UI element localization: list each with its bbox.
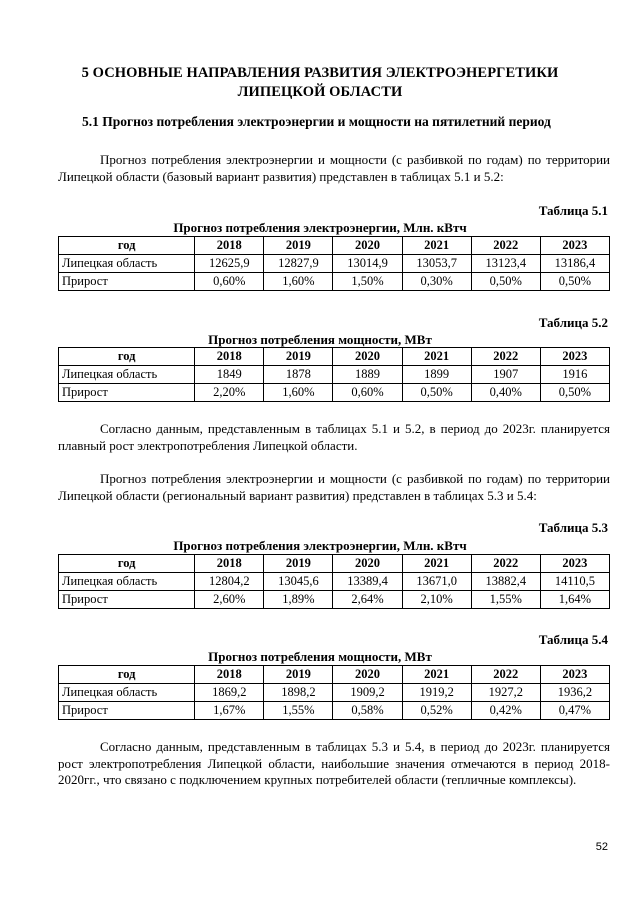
table-cell: 0,58% (333, 702, 402, 720)
table-cell: 12827,9 (264, 255, 333, 273)
table-cell: 13045,6 (264, 573, 333, 591)
table-5-3 (58, 554, 610, 609)
table-title: Прогноз потребления электроэнергии, Млн. кВтч (173, 538, 467, 553)
table-cell: 1869,2 (195, 684, 264, 702)
table-cell: 13053,7 (402, 255, 471, 273)
table-cell: 0,52% (402, 702, 471, 720)
table-row (59, 255, 610, 273)
header-cell: 2020 (333, 348, 402, 366)
header-cell: 2021 (402, 555, 471, 573)
paragraph-text: Прогноз потребления электроэнергии и мощности (с разбивкой по годам) по территории Липецкой области (базовый вариант развития) представлен в таблицах 5.1 и 5.2: (58, 152, 610, 184)
table-cell: 1849 (195, 366, 264, 384)
table-row (59, 684, 610, 702)
table-cell: 0,47% (540, 702, 609, 720)
row-label: Прирост (59, 384, 195, 402)
table-cell: 0,30% (402, 273, 471, 291)
table-row (59, 384, 610, 402)
table-cell: 2,20% (195, 384, 264, 402)
header-cell: 2018 (195, 348, 264, 366)
header-cell: 2022 (471, 555, 540, 573)
table-cell: 0,50% (540, 273, 609, 291)
header-cell: 2022 (471, 348, 540, 366)
table-cell: 1,64% (540, 591, 609, 609)
paragraph-text: Согласно данным, представленным в таблицах 5.3 и 5.4, в период до 2023г. планируется рост электропотребления Липецкой области, наибольшие значения отмечаются в период 2018-2020гг., что связано с подключением крупных потребителей области (тепличные комплексы). (58, 739, 610, 787)
table-cell: 1909,2 (333, 684, 402, 702)
table-cell: 13123,4 (471, 255, 540, 273)
table-cell: 13014,9 (333, 255, 402, 273)
header-cell: 2023 (540, 555, 609, 573)
header-cell: 2018 (195, 666, 264, 684)
table-cell: 13671,0 (402, 573, 471, 591)
table-cell: 0,50% (540, 384, 609, 402)
table-cell: 2,10% (402, 591, 471, 609)
table-cell: 0,40% (471, 384, 540, 402)
table-header-row (59, 237, 610, 255)
table-cell: 1,50% (333, 273, 402, 291)
table-cell: 0,60% (195, 273, 264, 291)
table-cell: 1916 (540, 366, 609, 384)
table-cell: 2,64% (333, 591, 402, 609)
row-label: Липецкая область (59, 255, 195, 273)
table-cell: 0,50% (402, 384, 471, 402)
table-cell: 1898,2 (264, 684, 333, 702)
paragraph-intro-base (58, 152, 610, 185)
table-caption: Таблица 5.4 (538, 632, 608, 647)
table-header-row (59, 555, 610, 573)
header-cell: 2019 (264, 237, 333, 255)
row-label: Прирост (59, 273, 195, 291)
header-cell: год (59, 555, 195, 573)
header-cell: 2022 (471, 666, 540, 684)
section-heading: 5.1 Прогноз потребления электроэнергии и мощности на пятилетний период (82, 114, 551, 129)
table-cell: 12625,9 (195, 255, 264, 273)
table-row (59, 702, 610, 720)
row-label: Прирост (59, 702, 195, 720)
paragraph-intro-regional (58, 471, 610, 504)
document-title-line-2: ЛИПЕЦКОЙ ОБЛАСТИ (237, 84, 403, 100)
table-cell: 0,42% (471, 702, 540, 720)
table-row (59, 591, 610, 609)
header-cell: 2019 (264, 348, 333, 366)
table-cell: 13882,4 (471, 573, 540, 591)
table-5-2 (58, 347, 610, 402)
header-cell: 2019 (264, 666, 333, 684)
table-row (59, 366, 610, 384)
row-label: Прирост (59, 591, 195, 609)
row-label: Липецкая область (59, 573, 195, 591)
table-cell: 0,60% (333, 384, 402, 402)
paragraph-conclusion-base (58, 421, 610, 454)
page-number: 52 (595, 841, 608, 853)
document-title (0, 64, 640, 102)
header-cell: 2023 (540, 666, 609, 684)
table-cell: 1889 (333, 366, 402, 384)
table-5-4 (58, 665, 610, 720)
table-cell: 1919,2 (402, 684, 471, 702)
document-title-line-1: 5 ОСНОВНЫЕ НАПРАВЛЕНИЯ РАЗВИТИЯ ЭЛЕКТРОЭНЕРГЕТИКИ (81, 65, 559, 81)
table-header-row (59, 348, 610, 366)
table-title: Прогноз потребления электроэнергии, Млн. кВтч (173, 220, 467, 235)
header-cell: 2023 (540, 237, 609, 255)
table-cell: 14110,5 (540, 573, 609, 591)
header-cell: 2023 (540, 348, 609, 366)
table-cell: 1,55% (264, 702, 333, 720)
table-title: Прогноз потребления мощности, МВт (208, 649, 432, 664)
table-cell: 13389,4 (333, 573, 402, 591)
table-cell: 1,60% (264, 384, 333, 402)
table-cell: 1936,2 (540, 684, 609, 702)
table-cell: 1,67% (195, 702, 264, 720)
header-cell: 2020 (333, 666, 402, 684)
header-cell: 2018 (195, 237, 264, 255)
table-caption: Таблица 5.3 (538, 520, 608, 535)
table-cell: 1,55% (471, 591, 540, 609)
table-row (59, 273, 610, 291)
table-cell: 1927,2 (471, 684, 540, 702)
table-caption: Таблица 5.2 (538, 315, 608, 330)
header-cell: 2019 (264, 555, 333, 573)
row-label: Липецкая область (59, 366, 195, 384)
table-cell: 12804,2 (195, 573, 264, 591)
header-cell: 2022 (471, 237, 540, 255)
table-cell: 1,60% (264, 273, 333, 291)
row-label: Липецкая область (59, 684, 195, 702)
table-cell: 13186,4 (540, 255, 609, 273)
header-cell: год (59, 348, 195, 366)
table-cell: 2,60% (195, 591, 264, 609)
header-cell: 2020 (333, 237, 402, 255)
table-cell: 1878 (264, 366, 333, 384)
table-title: Прогноз потребления мощности, МВт (208, 332, 432, 347)
table-cell: 1899 (402, 366, 471, 384)
table-header-row (59, 666, 610, 684)
header-cell: год (59, 237, 195, 255)
header-cell: 2018 (195, 555, 264, 573)
header-cell: год (59, 666, 195, 684)
paragraph-text: Прогноз потребления электроэнергии и мощности (с разбивкой по годам) по территории Липецкой области (региональный вариант развития) представлен в таблицах 5.3 и 5.4: (58, 471, 610, 503)
header-cell: 2021 (402, 348, 471, 366)
table-row (59, 573, 610, 591)
header-cell: 2021 (402, 237, 471, 255)
table-5-1 (58, 236, 610, 291)
table-cell: 1907 (471, 366, 540, 384)
table-caption: Таблица 5.1 (538, 203, 608, 218)
table-cell: 0,50% (471, 273, 540, 291)
table-cell: 1,89% (264, 591, 333, 609)
paragraph-conclusion-regional (58, 739, 610, 789)
header-cell: 2020 (333, 555, 402, 573)
header-cell: 2021 (402, 666, 471, 684)
paragraph-text: Согласно данным, представленным в таблицах 5.1 и 5.2, в период до 2023г. планируется плавный рост электропотребления Липецкой области. (58, 421, 610, 453)
